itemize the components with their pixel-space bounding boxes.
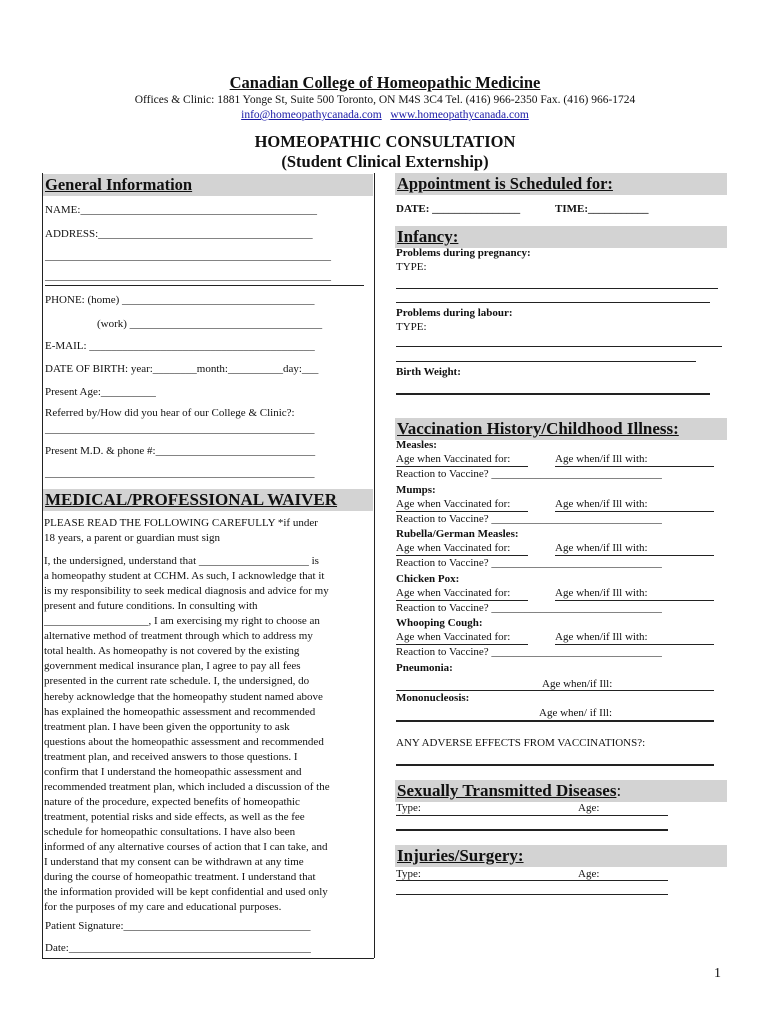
waiver-line: recommended treatment plan, which included a discussion of the	[44, 780, 330, 793]
waiver-line: has explained the homeopathic assessment and recommended	[44, 705, 316, 718]
address-line-4[interactable]	[45, 285, 364, 286]
waiver-line: for the purposes of my care and educational purposes.	[44, 901, 282, 914]
reaction-field[interactable]: Reaction to Vaccine? _______________________________	[396, 557, 662, 569]
phone-home-field[interactable]: PHONE: (home) ___________________________________	[45, 294, 315, 306]
waiver-line: treatment, potential risks and side effects, as well as the fee	[44, 810, 305, 823]
vaccination-disease-label: Chicken Pox:	[396, 573, 460, 585]
waiver-line: the information provided will be kept confidential and used only	[44, 886, 328, 899]
labour-type-label: TYPE:	[396, 321, 427, 333]
waiver-line: is my responsibility to seek medical diagnosis and advice for my	[44, 585, 329, 598]
age-ill-line[interactable]	[555, 511, 714, 512]
injuries-line-2[interactable]	[396, 894, 668, 895]
adverse-effects-label: ANY ADVERSE EFFECTS FROM VACCINATIONS?:	[396, 737, 646, 749]
pregnancy-type-label: TYPE:	[396, 261, 427, 273]
waiver-line: a homeopathy student at CCHM. As such, I acknowledge that it	[44, 570, 325, 583]
age-ill-line[interactable]	[555, 466, 714, 467]
waiver-line: I, the undersigned, understand that ____________________ is	[44, 555, 319, 568]
email-link[interactable]: info@homeopathycanada.com	[241, 109, 382, 121]
age-vaccinated-line[interactable]	[396, 466, 528, 467]
age-vaccinated-line[interactable]	[396, 600, 528, 601]
waiver-intro-1: PLEASE READ THE FOLLOWING CAREFULLY *if under	[44, 517, 318, 529]
address-line-2[interactable]: ____________________________________________________	[45, 250, 331, 262]
injuries-type-line[interactable]	[396, 880, 668, 881]
age-vaccinated-label: Age when Vaccinated for:	[396, 542, 511, 554]
mononucleosis-age-label: Age when/ if Ill:	[539, 707, 613, 719]
pneumonia-age-label: Age when/if Ill:	[542, 678, 613, 690]
dob-field[interactable]: DATE OF BIRTH: year:________month:__________day:___	[45, 363, 319, 375]
waiver-line: schedule for homeopathic consultations. I have also been	[44, 825, 296, 838]
waiver-line: government medical insurance plan, I agree to pay all fees	[44, 660, 301, 673]
waiver-line: during the course of homeopathic treatment. I understand that	[44, 871, 316, 884]
pregnancy-line-2[interactable]	[396, 302, 710, 303]
address-field[interactable]: ADDRESS:_______________________________________	[45, 228, 313, 240]
mononucleosis-label: Mononucleosis:	[396, 692, 470, 704]
vaccination-disease-label: Rubella/German Measles:	[396, 528, 519, 540]
std-type-label: Type:	[396, 802, 421, 814]
std-line-2[interactable]	[396, 829, 668, 831]
reaction-field[interactable]: Reaction to Vaccine? _______________________________	[396, 468, 662, 480]
appointment-date-field[interactable]: DATE: ________________	[396, 203, 521, 215]
address-line-3[interactable]: ____________________________________________________	[45, 270, 331, 282]
age-vaccinated-label: Age when Vaccinated for:	[396, 587, 511, 599]
mononucleosis-line[interactable]	[396, 720, 714, 722]
reaction-field[interactable]: Reaction to Vaccine? _______________________________	[396, 513, 662, 525]
waiver-line: treatment plan, and received answers to those questions. I	[44, 750, 298, 763]
age-ill-label: Age when/if Ill with:	[555, 453, 648, 465]
vaccination-disease-label: Measles:	[396, 439, 437, 451]
college-name: Canadian College of Homeopathic Medicine	[229, 73, 541, 92]
injuries-heading: Injuries/Surgery:	[395, 845, 727, 867]
age-vaccinated-line[interactable]	[396, 644, 528, 645]
vaccination-disease-label: Mumps:	[396, 484, 436, 496]
infancy-heading: Infancy:	[395, 226, 727, 248]
pneumonia-line[interactable]	[396, 690, 714, 691]
std-age-label: Age:	[578, 802, 600, 814]
std-heading: Sexually Transmitted Diseases:	[395, 780, 727, 802]
contact-address: Offices & Clinic: 1881 Yonge St, Suite 500 Toronto, ON M4S 3C4 Tel. (416) 966-2350 Fax. (416) 966-1724	[134, 94, 636, 106]
age-ill-line[interactable]	[555, 600, 714, 601]
vaccination-heading: Vaccination History/Childhood Illness:	[395, 418, 727, 440]
form-subtitle: (Student Clinical Externship)	[281, 152, 489, 171]
age-ill-label: Age when/if Ill with:	[555, 542, 648, 554]
patient-signature-field[interactable]: Patient Signature:__________________________________	[45, 920, 311, 932]
waiver-line: hereby acknowledge that the homeopathy student named above	[44, 690, 323, 703]
waiver-line: nature of the procedure, expected benefits of homeopathic	[44, 795, 300, 808]
phone-work-field[interactable]: (work) ___________________________________	[97, 318, 323, 330]
labour-label: Problems during labour:	[396, 307, 513, 319]
waiver-heading: MEDICAL/PROFESSIONAL WAIVER	[43, 489, 373, 511]
injuries-age-label: Age:	[578, 868, 600, 880]
age-ill-label: Age when/if Ill with:	[555, 587, 648, 599]
age-vaccinated-label: Age when Vaccinated for:	[396, 498, 511, 510]
waiver-body	[44, 554, 374, 915]
vaccination-disease-label: Whooping Cough:	[396, 617, 483, 629]
waiver-intro-2: 18 years, a parent or guardian must sign	[44, 532, 220, 545]
waiver-line: treatment plan. I have been given the opportunity to ask	[44, 720, 290, 733]
pregnancy-line-1[interactable]	[396, 288, 718, 289]
age-ill-line[interactable]	[555, 644, 714, 645]
age-ill-label: Age when/if Ill with:	[555, 498, 648, 510]
website-link[interactable]: www.homeopathycanada.com	[390, 109, 529, 121]
age-vaccinated-line[interactable]	[396, 555, 528, 556]
appointment-heading: Appointment is Scheduled for:	[395, 173, 727, 195]
waiver-line: questions about the homeopathic assessment and recommended	[44, 735, 324, 748]
waiver-line: I understand that my consent can be withdrawn at any time	[44, 856, 304, 869]
waiver-line: present and future conditions. In consulting with	[44, 600, 258, 613]
md-phone-field[interactable]: Present M.D. & phone #:_____________________________	[45, 445, 316, 457]
present-age-field[interactable]: Present Age:__________	[45, 386, 156, 398]
waiver-line: informed of any alternative courses of action that I can take, and	[44, 840, 328, 853]
age-ill-label: Age when/if Ill with:	[555, 631, 648, 643]
waiver-line: total health. As homeopathy is not covered by the existing	[44, 645, 300, 658]
birth-weight-label: Birth Weight:	[396, 366, 461, 378]
labour-line-2[interactable]	[396, 361, 696, 362]
waiver-line: presented in the current rate schedule. I, the undersigned, do	[44, 675, 310, 688]
birth-weight-line[interactable]	[396, 393, 710, 395]
age-vaccinated-line[interactable]	[396, 511, 528, 512]
form-title: HOMEOPATHIC CONSULTATION	[254, 132, 516, 151]
reaction-field[interactable]: Reaction to Vaccine? _______________________________	[396, 646, 662, 658]
waiver-line: alternative method of treatment through which to address my	[44, 630, 313, 643]
adverse-effects-line[interactable]	[396, 764, 714, 766]
labour-line-1[interactable]	[396, 346, 722, 347]
general-info-heading: General Information	[43, 174, 373, 196]
referred-field[interactable]: _________________________________________________	[45, 423, 315, 435]
reaction-field[interactable]: Reaction to Vaccine? _______________________________	[396, 602, 662, 614]
email-field[interactable]: E-MAIL: _________________________________________	[45, 340, 315, 352]
injuries-type-label: Type:	[396, 868, 421, 880]
referred-label: Referred by/How did you hear of our College & Clinic?:	[45, 407, 295, 419]
contact-links	[0, 109, 770, 121]
pregnancy-label: Problems during pregnancy:	[396, 247, 531, 259]
page-number: 1	[714, 966, 721, 981]
bottom-border	[42, 958, 374, 959]
left-border	[42, 173, 43, 958]
age-ill-line[interactable]	[555, 555, 714, 556]
std-type-line[interactable]	[396, 815, 668, 816]
signature-date-field[interactable]: Date:____________________________________________	[45, 942, 311, 954]
age-vaccinated-label: Age when Vaccinated for:	[396, 631, 511, 643]
md-phone-line-2[interactable]: _________________________________________________	[45, 467, 315, 479]
name-field[interactable]: NAME:___________________________________________	[45, 204, 317, 216]
age-vaccinated-label: Age when Vaccinated for:	[396, 453, 511, 465]
waiver-text	[44, 516, 374, 915]
pneumonia-label: Pneumonia:	[396, 662, 453, 674]
waiver-line: ___________________, I am exercising my right to choose an	[44, 615, 320, 628]
appointment-time-field[interactable]: TIME:___________	[555, 203, 649, 215]
waiver-line: confirm that I understand the homeopathic assessment and	[44, 765, 302, 778]
column-divider	[374, 173, 375, 958]
